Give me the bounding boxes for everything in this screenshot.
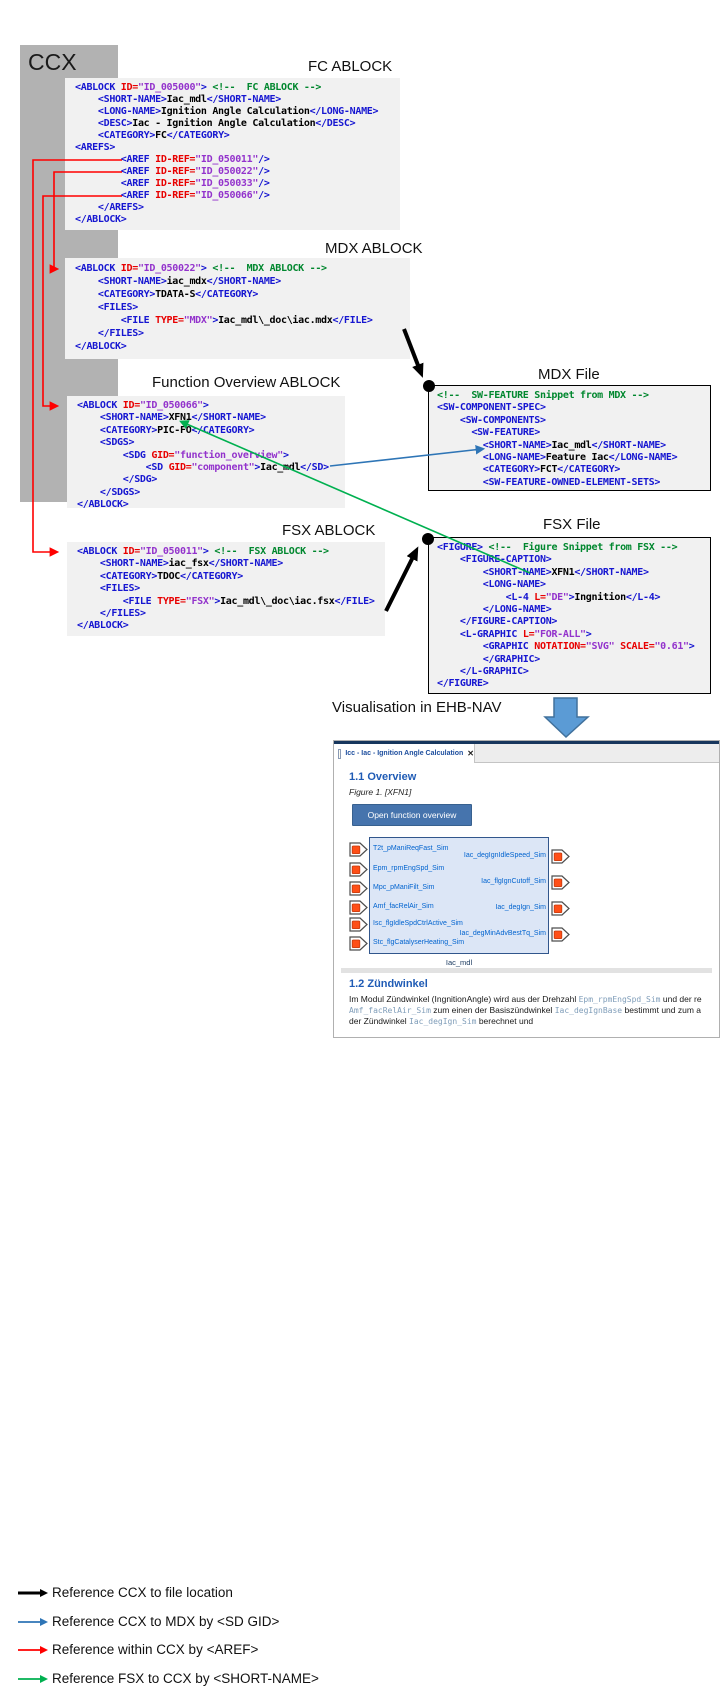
- legend-arrow-icon: [16, 1616, 50, 1628]
- code-line: <AREFS>: [75, 142, 116, 153]
- fc-ablock-title: FC ABLOCK: [308, 58, 393, 75]
- big-down-arrow-icon: [545, 698, 588, 737]
- code-line: <CATEGORY>FC</CATEGORY>: [97, 130, 230, 141]
- code-line: <SHORT-NAME>Iac_mdl</SHORT-NAME>: [482, 439, 666, 451]
- input-signal-label: T2t_pManiReqFast_Sim: [373, 845, 449, 852]
- legend-arrow-icon: [16, 1673, 50, 1685]
- figure-caption: Figure 1. [XFN1]: [349, 787, 412, 797]
- code-line: <!-- SW-FEATURE Snippet from MDX -->: [437, 390, 649, 401]
- code-line: <FIGURE-CAPTION>: [459, 554, 552, 566]
- code-line: <AREF ID-REF="ID_050011"/>: [120, 154, 270, 165]
- code-line: <LONG-NAME>Ignition Angle Calculation</LONG-NAME>: [97, 106, 379, 117]
- paragraph-line: Amf_facRelAir_Sim zum einen der Basiszündwinkel Iac_degIgnBase bestimmt und zum a: [349, 1005, 702, 1015]
- code-line: <CATEGORY>TDATA-S</CATEGORY>: [97, 289, 259, 300]
- tab-label: Icc - Iac - Ignition Angle Calculation: [345, 750, 464, 757]
- input-port[interactable]: [349, 900, 368, 915]
- code-line: </AREFS>: [97, 202, 144, 213]
- code-line: <ABLOCK ID="ID_050022"> <!-- MDX ABLOCK -->: [75, 263, 327, 274]
- code-line: <SDG GID="function_overview">: [122, 449, 289, 461]
- code-line: <FILES>: [99, 583, 140, 595]
- code-line: <L-GRAPHIC L="FOR-ALL">: [459, 628, 592, 640]
- fsx-file-title: FSX File: [543, 516, 601, 533]
- code-line: <SD GID="component">Iac_mdl</SD>: [145, 462, 329, 474]
- legend: [0, 790, 330, 1686]
- code-line: <GRAPHIC NOTATION="SVG" SCALE="0.61">: [482, 641, 695, 653]
- code-line: <LONG-NAME>: [482, 579, 546, 591]
- output-signal-label: Iac_degMinAdvBestTq_Sim: [459, 930, 546, 937]
- fsx-ablock-codebox: [67, 542, 385, 636]
- code-line: <SW-FEATURE-OWNED-ELEMENT-SETS>: [482, 476, 661, 488]
- code-line: <CATEGORY>PIC-FO</CATEGORY>: [99, 424, 255, 436]
- output-port[interactable]: [551, 875, 570, 890]
- input-signal-label: Mpc_pManiFilt_Sim: [373, 884, 435, 891]
- code-line: </ABLOCK>: [77, 499, 129, 511]
- code-line: <ABLOCK ID="ID_050011"> <!-- FSX ABLOCK -->: [77, 546, 329, 557]
- input-signal-label: Isc_flgIdleSpdCtrlActive_Sim: [373, 920, 463, 927]
- ehb-nav-panel: [333, 740, 720, 1038]
- overview-heading: 1.1 Overview: [349, 771, 417, 783]
- code-line: <SW-COMPONENTS>: [459, 414, 546, 426]
- code-line: <ABLOCK ID="ID_050066">: [77, 400, 209, 411]
- code-line: <SW-FEATURE>: [471, 427, 540, 439]
- input-port[interactable]: [349, 842, 368, 857]
- code-line: </ABLOCK>: [75, 341, 127, 352]
- code-line: </LONG-NAME>: [482, 604, 552, 616]
- tab-close-icon[interactable]: ✕: [467, 749, 474, 758]
- open-function-overview-button[interactable]: Open function overview: [352, 804, 472, 826]
- output-signal-label: Iac_degIgn_Sim: [495, 904, 546, 911]
- legend-arrow-icon: [16, 1587, 50, 1599]
- output-port[interactable]: [551, 927, 570, 942]
- zuendwinkel-heading: 1.2 Zündwinkel: [349, 978, 428, 990]
- figure-horizontal-scrollbar[interactable]: [341, 968, 712, 973]
- legend-item-sd-gid: Reference CCX to MDX by <SD GID>: [52, 1614, 280, 1629]
- input-signal-label: Amf_facRelAir_Sim: [373, 903, 434, 910]
- file-location-arrow-fsx: [386, 551, 416, 611]
- input-port[interactable]: [349, 881, 368, 896]
- function-overview-ablock-codebox: [67, 396, 345, 511]
- code-line: <AREF ID-REF="ID_050022"/>: [120, 166, 270, 177]
- code-line: <SHORT-NAME>Iac_mdl</SHORT-NAME>: [97, 94, 281, 105]
- code-line: <FILE TYPE="MDX">Iac_mdl\_doc\iac.mdx</FILE>: [120, 315, 373, 326]
- mdx-file-title: MDX File: [538, 366, 600, 383]
- code-line: <CATEGORY>FCT</CATEGORY>: [482, 464, 621, 476]
- code-line: </FILES>: [99, 608, 146, 620]
- code-line: <FILES>: [97, 302, 138, 313]
- mdx-ablock-codebox: [65, 258, 410, 359]
- code-line: <SHORT-NAME>XFN1</SHORT-NAME>: [99, 412, 266, 424]
- code-line: <SHORT-NAME>iac_fsx</SHORT-NAME>: [99, 558, 283, 570]
- fc-ablock-codebox: [65, 78, 400, 230]
- code-line: </SDGS>: [99, 486, 140, 498]
- mdx-file-box: [428, 385, 711, 491]
- input-port[interactable]: [349, 936, 368, 951]
- output-port[interactable]: [551, 849, 570, 864]
- ccx-label: CCX: [28, 49, 77, 75]
- input-signal-label: Epm_rpmEngSpd_Sim: [373, 865, 445, 872]
- code-line: <FIGURE> <!-- Figure Snippet from FSX -->: [437, 542, 678, 553]
- code-line: <LONG-NAME>Feature Iac</LONG-NAME>: [482, 452, 678, 464]
- code-line: </FIGURE-CAPTION>: [459, 616, 558, 628]
- code-line: <SW-COMPONENT-SPEC>: [437, 402, 546, 414]
- output-port[interactable]: [551, 901, 570, 916]
- paragraph-line: Im Modul Zündwinkel (IngnitionAngle) wird aus der Drehzahl Epm_rpmEngSpd_Sim und der re: [349, 994, 702, 1004]
- code-line: <SHORT-NAME>XFN1</SHORT-NAME>: [482, 566, 649, 578]
- code-line: <DESC>Iac - Ignition Angle Calculation</DESC>: [97, 118, 356, 129]
- legend-item-aref: Reference within CCX by <AREF>: [52, 1642, 259, 1657]
- code-line: <SHORT-NAME>iac_mdx</SHORT-NAME>: [97, 276, 281, 287]
- code-line: </L-GRAPHIC>: [459, 666, 529, 678]
- input-port[interactable]: [349, 917, 368, 932]
- fsx-ablock-title: FSX ABLOCK: [282, 522, 376, 539]
- output-signal-label: Iac_flgIgnCutoff_Sim: [481, 878, 546, 885]
- function-overview-ablock-title: Function Overview ABLOCK: [152, 374, 341, 391]
- tab-ignition-angle-calculation[interactable]: [334, 744, 475, 763]
- code-line: <ABLOCK ID="ID_005000"> <!-- FC ABLOCK -->: [75, 82, 322, 93]
- zuendwinkel-paragraph: [349, 994, 718, 1026]
- code-line: </FIGURE>: [437, 678, 489, 690]
- paragraph-line: der Zündwinkel Iac_degIgn_Sim berechnet und: [349, 1016, 534, 1026]
- ehb-nav-title: Visualisation in EHB-NAV: [332, 699, 502, 716]
- code-line: </FILES>: [97, 328, 144, 339]
- mdx-ablock-title: MDX ABLOCK: [325, 240, 423, 257]
- legend-item-file-location: Reference CCX to file location: [52, 1585, 233, 1600]
- code-line: </GRAPHIC>: [482, 653, 540, 665]
- code-line: </ABLOCK>: [77, 620, 129, 632]
- code-line: <L-4 L="DE">Ingnition</L-4>: [505, 591, 661, 603]
- function-block-label: Iac_mdl: [445, 958, 473, 967]
- code-line: <AREF ID-REF="ID_050066"/>: [120, 190, 270, 201]
- code-line: <SDGS>: [99, 437, 135, 449]
- code-line: <CATEGORY>TDOC</CATEGORY>: [99, 570, 243, 582]
- input-port[interactable]: [349, 862, 368, 877]
- code-line: <FILE TYPE="FSX">Iac_mdl\_doc\iac.fsx</FILE>: [122, 595, 375, 607]
- code-line: </ABLOCK>: [75, 214, 127, 225]
- document-icon: [338, 749, 341, 759]
- legend-arrow-icon: [16, 1644, 50, 1656]
- code-line: <AREF ID-REF="ID_050033"/>: [120, 178, 270, 189]
- input-signal-label: Stc_flgCatalyserHeating_Sim: [373, 939, 465, 946]
- fsx-file-box: [428, 537, 711, 694]
- output-signal-label: Iac_degIgnIdleSpeed_Sim: [463, 852, 546, 859]
- code-line: </SDG>: [122, 474, 158, 486]
- legend-item-short-name: Reference FSX to CCX by <SHORT-NAME>: [52, 1671, 319, 1686]
